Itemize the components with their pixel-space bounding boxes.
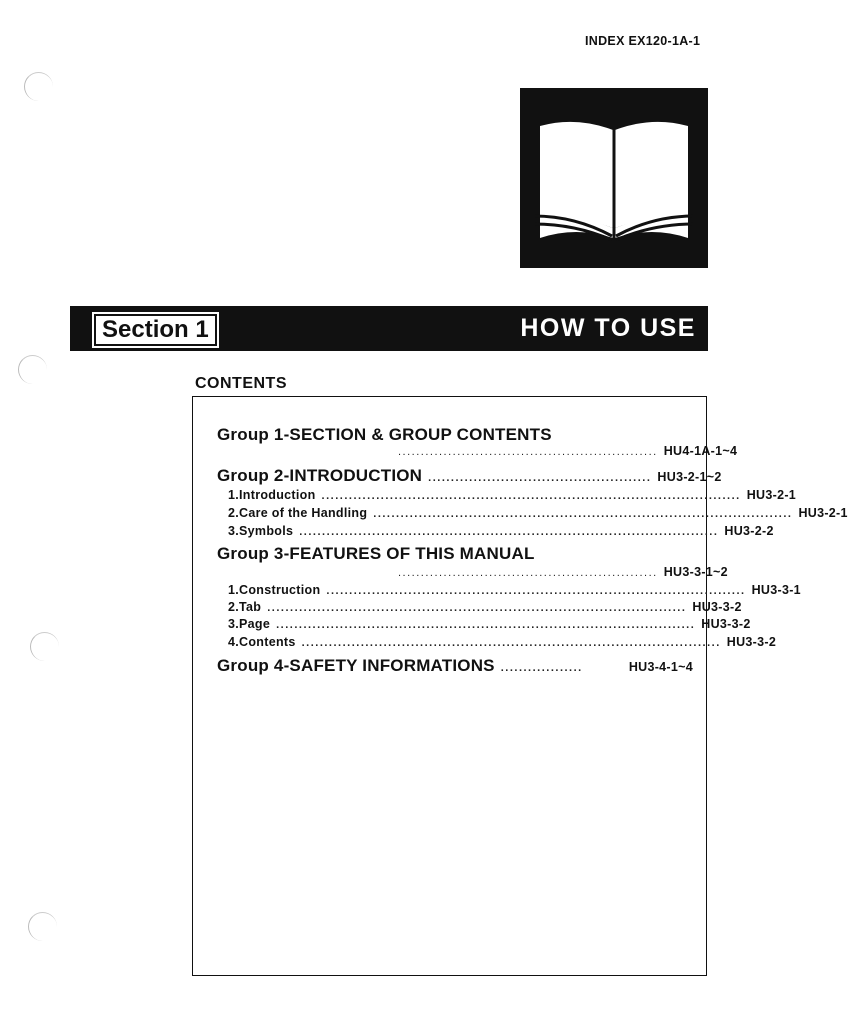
leader-dots: ......................................................... — [398, 446, 658, 458]
leader-dots: ............................................................................................ — [299, 526, 719, 538]
leader-dots: ............................................................................................ — [276, 619, 696, 631]
section-title: HOW TO USE — [520, 314, 696, 342]
leader-dots: .................. — [500, 662, 583, 674]
group-3-ref: HU3-3-1~2 — [663, 565, 728, 579]
punch-hole-mark — [18, 355, 47, 384]
group-4-title: Group 4-SAFETY INFORMATIONS — [217, 656, 495, 675]
list-item: 3. Symbols ............................................................................................ HU3-2-2 — [228, 524, 774, 538]
section-banner — [70, 306, 708, 351]
index-code: INDEX EX120-1A-1 — [585, 34, 701, 48]
contents-heading: CONTENTS — [195, 375, 287, 392]
leader-dots: ............................................................................................ — [267, 602, 687, 614]
group-1-ref: HU4-1A-1~4 — [663, 444, 738, 458]
group-2-title: Group 2-INTRODUCTION — [217, 466, 423, 485]
leader-dots: ............................................................................................ — [326, 585, 746, 597]
group-title — [217, 544, 693, 564]
list-item: 3. Page ............................................................................................ HU3-3-2 — [228, 617, 751, 631]
punch-hole-mark — [24, 72, 53, 101]
group-title — [217, 466, 722, 486]
section-label: Section 1 — [94, 314, 217, 346]
group-4-ref: HU3-4-1~4 — [628, 660, 693, 674]
group-ref-line — [398, 565, 728, 579]
leader-dots: ............................................................................................ — [373, 508, 793, 520]
list-item: 1. Construction ............................................................................................ HU3-3-1 — [228, 583, 801, 597]
group-title — [217, 425, 693, 445]
group-1-title: Group 1-SECTION & GROUP CONTENTS — [217, 425, 552, 444]
group-2-ref: HU3-2-1~2 — [657, 470, 722, 484]
list-item: 2. Tab ............................................................................................ HU3-3-2 — [228, 600, 742, 614]
list-item: 1. Introduction ............................................................................................ HU3-2-1 — [228, 488, 797, 502]
list-item: 2. Care of the Handling ............................................................................................ HU3-2-1 — [228, 506, 848, 520]
leader-dots: ............................................................................................ — [301, 637, 721, 649]
leader-dots: ................................................. — [428, 472, 652, 484]
leader-dots: ............................................................................................ — [321, 490, 741, 502]
group-3-title: Group 3-FEATURES OF THIS MANUAL — [217, 544, 535, 563]
group-title — [217, 656, 693, 676]
list-item: 4. Contents ............................................................................................ HU3-3-2 — [228, 635, 777, 649]
group-ref-line — [398, 444, 738, 458]
punch-hole-mark — [28, 912, 57, 941]
punch-hole-mark — [30, 632, 59, 661]
open-book-icon — [520, 88, 708, 268]
leader-dots: ......................................................... — [398, 567, 658, 579]
